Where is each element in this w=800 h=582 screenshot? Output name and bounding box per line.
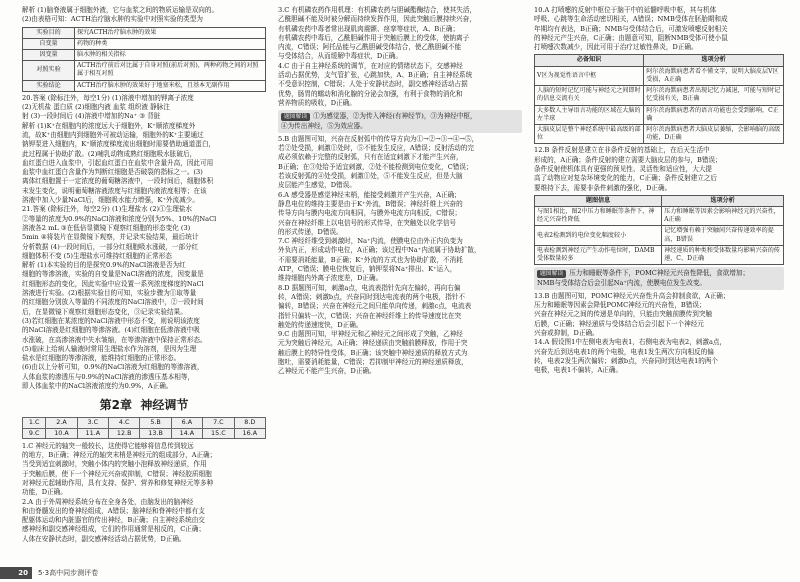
table-cell: 实验目的 [23,27,75,38]
text-line: 的地方，B正确；神经元的轴突末梢是神经元的组成部分，A正确； [22,451,217,460]
text-line [537,269,781,278]
table-header-row [535,195,784,206]
text-line: 此过程属于协助扩散。(2)哺乳动物成熟红细胞吸水胀破后， [22,149,197,158]
text-line: 细胞的等渗溶液，实验的自变量是NaCl溶液的浓度，因变量是 [22,270,204,279]
text-line: 对神经元起辅助作用，具有支持、保护、营养和修复神经元等多种 [22,478,214,487]
question-10 [534,6,784,52]
box-text: ①为感觉器，②为传入神经(有神经节)，③为神经中枢， [313,112,477,121]
text-line: (3)若红细胞在某浓度的NaCl溶液中形态不变，则说明该浓度 [22,316,200,325]
table-row [535,245,784,264]
answer-cell: 10.A [46,428,77,438]
questions-5-9 [278,135,522,377]
table-cell: V区为视觉性语言中枢 [535,66,644,85]
question-20-answer [22,94,266,206]
table-cell: ACTH治疗脑水肿的效果好于地塞米松，且基本无副作用 [75,80,266,91]
text-line: 有机磷农药中毒者常出现肌肉震颤、痉挛等症状，A、B正确； [278,24,460,33]
figure-interpretation-tag: 题图解读 [537,270,566,278]
text-line: 若②处受损，刺激①处时，⑤不能发生反应，A错误；反射活动的完 [278,144,474,153]
table-row [535,207,784,226]
text-line: 不需要消耗能量，B正确；K⁺外流的方式也为协助扩散，不消耗 [278,255,463,264]
text-line: 7.C 神经纤维受到刺激时，Na⁺内流，使膜电位由外正内负变为 [278,237,463,246]
column-middle [278,6,522,566]
text-line: 形成的，A正确；条件反射的建立需要大脑皮层的参与，B错误； [534,155,722,164]
table-cell: 药物的种类 [75,38,266,49]
table-cell: 记忆增强有赖于突触间兴奋传递效率的提高，B错误 [662,226,784,245]
column-right [534,6,784,566]
text-line: 营养物质的吸收，D正确。 [278,98,356,107]
text-line: 年期均有表达，B正确；NMB与受体结合后，可激发喷嚏反射相关 [534,24,728,33]
table-cell: 与图1相比，图2中压力和睡眠等条件下，神经元兴奋性降低 [535,207,662,226]
table-header: 选项分析 [662,195,784,206]
text-line: NMB与受体结合后会引起Na⁺内流，使膜电位发生改变。 [537,278,707,287]
text-line: 外负内正，形成动作电位，A正确；该过程中Na⁺内流属于协助扩散， [278,246,481,255]
text-line: 条件反射使机体具有更强的预见性、灵活性和适应性，大大提 [534,164,713,173]
table-cell: 因变量 [23,50,75,61]
text-line: 与受体结合，从而缓解中毒症状，D正确。 [278,52,402,61]
text-line: 5.B 由题图可知，兴奋在反射弧中的传导方向为①→②→③→④→⑤， [278,134,479,143]
text-line: 解析 (1)K⁺在细胞内的浓度远大于细胞外，K⁺顺浓度梯度外 [22,121,196,130]
text-line: 电极，电表1不偏转，A正确。 [534,366,623,375]
text-line: 胞吐，需要消耗能量，C错误；若抑制甲神经元的神经递质释放， [278,357,468,366]
text-line: 射 (3)一段时间后 (4)溶液中增加的Na⁺ ③ 背脏 [22,112,161,121]
table-cell: 压力和睡眠等因素会影响神经元的兴奋性，A正确 [662,207,784,226]
text-line: B正确；在③处给予适宜刺激，②处不能检测到电位变化，C错误； [278,162,473,171]
text-line: 转，电表2发生两次偏转；刺激b点，兴奋同时到达电表1的两个 [534,356,719,365]
table-cell: 人脑的短时记忆可能与神经元之间即时的信息交流有关 [535,86,644,105]
text-line: 兴奋或抑制，D正确。 [534,329,599,337]
text-line: 溶液各2 mL ③在低倍显微镜下观察红细胞的形态变化 (3) [22,223,191,232]
text-line: 2.A 由于外周神经系统分布在全身各处，由脑发出的脑神经 [22,497,194,506]
table-cell: 大多数人主导语言功能的区域在大脑的左半球 [535,105,644,124]
table-cell: 实验结论 [23,80,75,91]
questions-13-14 [534,292,784,376]
figure-interpretation-box [534,267,784,290]
text-line [281,112,519,121]
text-line: 13.B 由题图可知，POMC神经元兴奋性升高会抑制食欲，A正确； [534,291,730,300]
text-line: 转，A错误；刺激b点，兴奋同时到达电流表的两个电极，指针不 [278,292,466,301]
answer-cell: 13.B [140,428,171,438]
text-line: 后，在显微镜下观察红细胞形态变化，③记录实验结果。 [22,307,187,316]
text-line: 钠钾泵进入细胞内，K⁺顺浓度梯度流出细胞时需要借助通道蛋白， [22,140,216,149]
text-line: 4.C 由于自主神经系统的调节，在对应的情绪状态下，交感神经 [278,61,463,70]
table-cell: 对照实验 [23,61,75,80]
text-line: 8.D 据题图可知，刺激a点，电流表指针先向左偏转，再向右偏 [278,283,461,292]
text-line: 若该反射弧的④处受损，刺激①处，⑤不能发生反应，但是大脑 [278,172,463,181]
text-line: 10.A 打喷嚏的反射中枢位于脑干中的延髓呼吸中枢，其与机体 [534,6,717,14]
chapter-title: 神经调节 [140,398,189,413]
text-line: 血红蛋白进入血浆中，引起血红蛋白在血浆中含量升高，因此可用 [22,158,214,167]
text-line: 打喷嚏次数减少，因此可用于治疗过敏性鼻炎，D正确。 [534,43,698,52]
text-line: (2)无机盐 蛋白质 (2)细胞内液 血浆 组织液 静脉注 [22,103,170,112]
text-line: ATP，C错误；膜电位恢复后，钠钾泵将Na⁺排出、K⁺运入， [278,265,457,274]
text-line: 要维持下去，需要非条件刺激的强化，D正确。 [534,183,672,192]
text-line: 水涨破，在高渗溶液中失水皱缩，在等渗溶液中保持正常形态。 [22,335,207,344]
text-line: 3.C 有机磷农药作用机理：有机磷农药与胆碱酯酶结合，使其失活， [278,6,477,14]
table-cell: 阿尔茨海默病患者的语言功能也会受到影响，C正确 [644,105,784,124]
text-line: 人体血浆的渗透压与0.9%的NaCl溶液的渗透压基本相等， [22,372,195,381]
text-line: 优势，肠胃的蠕动和消化腺的分泌会加强，有利于食物的消化和 [278,89,463,98]
table-cell: 阿尔茨海默病患者大脑皮层萎缩，会影响脑的高级功能，D正确 [644,124,784,143]
text-line: 6.A 感受器是感觉神经末梢，能接受刺激并产生兴奋，A正确； [278,190,461,199]
text-line: 当受到适宜刺激时，突触小体内的突触小泡释放神经递质，作用 [22,460,207,469]
text-line: 盐水是红细胞的等渗溶液，能维持红细胞的正常形态。 [22,354,181,363]
answer-cell: 9.C [23,428,46,438]
chapter2-explanations [22,442,266,544]
table-cell: 神经递质的种类和受体数量均影响兴奋的传递，C、D正确 [662,245,784,264]
table-header: 题图信息 [535,195,662,206]
answer-cell: 7.C [203,418,235,428]
questions-3-4 [278,6,522,108]
text-line: 不受意识控制，C错误；人处于安静状态时，副交感神经活动占据 [278,80,468,89]
table-row [535,226,784,245]
table-cell: 电表2检测到的电位变化幅度较小 [535,226,662,245]
table-cell: 大脑皮层是整个神经系统中最高级的部位 [535,124,644,143]
knowledge-table [534,54,784,144]
text-line: 20.答案 (除标注外，每空1分) (1)溶液中增加的钾离子浓度 [22,93,194,102]
table-row [535,124,784,143]
text-line: 兴奋先后到达电表1的两个电极，电表1发生两次方向相反的偏 [534,347,714,356]
text-line: 配躯体运动和内脏器官的传出神经，B正确；自主神经系统由交 [22,516,205,525]
text-line: 溶液中加入少量NaCl后，细胞吸水能力增强，K⁺外流减少。 [22,196,199,205]
text-line: 红细胞形态的变化，因此实验中应设置一系列浓度梯度的NaCl [22,279,204,288]
text-line: 指针只偏转一次，C错误；兴奋在神经纤维上的传导速度比在突 [278,311,462,320]
answer-cell: 1.C [23,418,46,428]
text-line: 压力和睡眠等因素会降低POMC神经元的兴奋性，B错误； [534,301,706,310]
text-line: 兴奋在神经纤维上以电信号的形式传导，在突触处以化学信号 [278,218,457,227]
text-line: 感神经和副交感神经组成，它们的作用通常是相反的，C正确； [22,525,206,534]
text-line: 和由脊髓发出的脊神经组成，A错误；脑神经和脊神经中都有支 [22,506,205,515]
table-row [23,61,266,80]
text-line: 元为突触后神经元，A正确；神经递质由突触前膜释放，作用于突 [278,339,468,348]
text-line: 呼吸、心跳等生命活动密切相关，A错误；NMB受体在胚胎期和成 [534,15,728,24]
box-text: 压力和睡眠等条件下，POMC神经元兴奋性降低，食欲增加； [569,269,750,278]
chapter-heading [22,396,266,414]
answer-cell: 2.A [46,418,77,428]
table-row [535,66,784,85]
answer-cell: 3.C [77,418,108,428]
table-row [23,38,266,49]
text-line: 触后膜上的特异性受体，B正确；该突触中神经递质的释放方式为 [278,348,468,357]
chapter-number-text: 第2章 [99,398,132,413]
text-line: (2)由表格可知：ACTH治疗脑水肿的实验中对照实验的类型为 [22,15,203,24]
answer-cell: 11.A [77,428,108,438]
table-cell: 探究ACTH治疗脑水肿的效果 [75,27,266,38]
table-row [23,50,266,61]
text-line: 后膜，C正确；神经递质与受体结合后会引起下一个神经元 [534,319,704,328]
text-line: 乙神经元不能产生兴奋，D正确。 [278,367,376,376]
table-row [23,80,266,91]
table-cell: 阿尔茨海默病患者看不懂文字，说明大脑皮层V区受损，A正确 [644,66,784,85]
text-line: 未发生变化，说明葡萄糖溶液浓度与红细胞内液浓度相等；在该 [22,186,207,195]
text-line: 解析 (1)脑脊液属于细胞外液，它与血浆之间的物质运输是双向的。 [22,6,219,14]
text-line: ②等量的浓度为0.9%的NaCl溶液和浓度分别为5%、10%的NaCl [22,214,217,223]
text-line: 功能，D正确。 [22,488,67,497]
table-header: 选项分析 [644,55,784,66]
text-line: (5)临床上给病人输液时常用生理盐水作为溶剂，是因为生理 [22,344,197,353]
answer-cell: 14.A [171,428,202,438]
table-row [535,86,784,105]
column-left [22,6,266,562]
text-line: 细胞体积不变 (5)生理盐水可维持红细胞的正常形态 [22,251,172,260]
table-cell: 脑水肿的相关指标 [75,50,266,61]
answer-grid [22,417,266,438]
answer-cell: 12.B [109,428,140,438]
text-line: 21.答案 (除标注外，每空2分) (1)生理盐水 (2)①生理盐水 [22,205,193,214]
table-cell: ACTH治疗前后对比属于自身对照(前后对照)，两种药物之间的对照属于相互对照 [75,61,266,80]
text-line: 解析 (1)本实验的目的是探究0.9%的NaCl溶液是否为红 [22,261,186,270]
text-line: 的红细胞分别放入等量的不同浓度的NaCl溶液中，②一段时间 [22,298,204,307]
text-line: 溶液进行实验。(2)根据实验目的可知，实验步骤为①取等量 [22,289,197,298]
text-line: 静息电位的维持主要是由于K⁺外流，B错误；神经纤维上兴奋的 [278,199,463,208]
question-19-analysis [22,6,266,25]
table-header-row [535,55,784,66]
text-line: 分析数据 (4)一段时间后，一部分红细胞吸水涨破，一部分红 [22,242,199,251]
text-line: 的神经元产生兴奋，C正确；由题意可知，阻断NMB受体可使小鼠 [534,33,728,42]
text-line: 1.C 神经元的轴突一般较长，这使得它能够将信息传到较远 [22,441,194,450]
experiment-table [22,27,266,92]
book-brand: 5·3高中同步测评卷 [38,568,99,577]
page-number: 20 [0,567,32,579]
page-footer [0,566,800,582]
text-line: 活动占据优势，支气管扩张，心跳加快，A、B正确；自主神经系统 [278,71,473,80]
text-line: 的NaCl溶液是红细胞的等渗溶液。(4)红细胞在低渗溶液中吸 [22,326,200,335]
text-line: 5min ④将装片在显微镜下观察，并记录实验结果，最后统计 [22,233,199,242]
text-line: 触处的传递速度快，D正确。 [278,320,363,329]
text-line: 传导方向与膜内电流方向相同，与膜外电流方向相反，C错误； [278,209,462,218]
figure-interpretation-box [278,110,522,133]
text-line: 于突触后膜，使下一个神经元兴奋或抑制，C错误；神经胶质细胞 [22,469,212,478]
text-line: 偏转，B错误；兴奋在神经元之间只能单向传递，刺激c点，电流表 [278,302,472,311]
text-line: 血浆中血红蛋白含量作为判断红细胞是否破裂的指标之一。(3) [22,168,203,177]
text-line: 即人体血浆中的NaCl溶液浓度约为0.9%，A正确。 [22,382,173,391]
text-line: 人体在安静状态时，副交感神经活动占据优势，D正确。 [22,534,186,543]
answer-grid-row [23,418,266,428]
text-line: 有机磷农药中毒后，乙酰胆碱作用于突触后膜上的受体，使钠离子 [278,33,470,42]
text-line: 乙酰胆碱不能及时被分解而持续发挥作用，因此突触后膜持续兴奋， [278,15,476,24]
table-cell: 自变量 [23,38,75,49]
text-line: 维持细胞内外离子浓度差，D正确。 [278,274,383,283]
text-line: 高了动物应对复杂环境变化的能力，C正确；条件反射建立之后 [534,174,718,183]
question-21-answer [22,205,266,391]
figure-info-table [534,195,784,265]
answer-cell: 5.B [140,418,171,428]
table-cell: 电表检测到神经元产生动作电位时，DAMB受体数量较多 [535,245,662,264]
text-line: 9.C 由题图可知，甲神经元和乙神经元之间形成了突触，乙神经 [278,330,463,339]
text-line: 成必须依赖于完整的反射弧，只有在适宜刺激下才能产生兴奋， [278,153,463,162]
text-line: 内流，C错误；阿托品能与乙酰胆碱受体结合，使乙酰胆碱不能 [278,43,462,52]
text-line: 14.A 假设图1中左侧电表为电表1，右侧电表为电表2，刺激a点， [534,338,727,347]
text-line: 12.B 条件反射是建立在非条件反射的基础上，在后天生活中 [534,146,710,155]
figure-interpretation-tag: 题图解读 [281,113,310,121]
table-header: 必备知识 [535,55,644,66]
text-line: (6)由以上分析可知，0.9%的NaCl溶液为红细胞的等渗溶液， [22,363,204,372]
text-line: 兴奋在神经元之间的传递是单向的，只能由突触前膜传到突触 [534,310,713,319]
text-line: 的形式传递，D错误。 [278,227,343,236]
table-row [23,27,266,38]
answer-cell: 8.D [234,418,265,428]
table-cell: 阿尔茨海默病患者出现记忆力减退，可能与短时记忆受损有关，B正确 [644,86,784,105]
text-line: 流，故K⁺由细胞内到细胞外可被动运输，细胞外的K⁺主要通过 [22,131,204,139]
text-line: 离体红细胞置于一定浓度的葡萄糖溶液中，一段时间后，细胞体积 [22,177,214,186]
answer-cell: 16.A [234,428,265,438]
text-line: ④为传出神经，⑤为效应器。 [281,121,367,130]
answer-grid-row [23,428,266,438]
question-12 [534,146,784,192]
answer-cell: 15.C [203,428,235,438]
table-row [535,105,784,124]
text-line: 皮层能产生感觉，D错误。 [278,181,356,190]
answer-cell: 4.C [109,418,140,428]
answer-cell: 6.A [171,418,202,428]
